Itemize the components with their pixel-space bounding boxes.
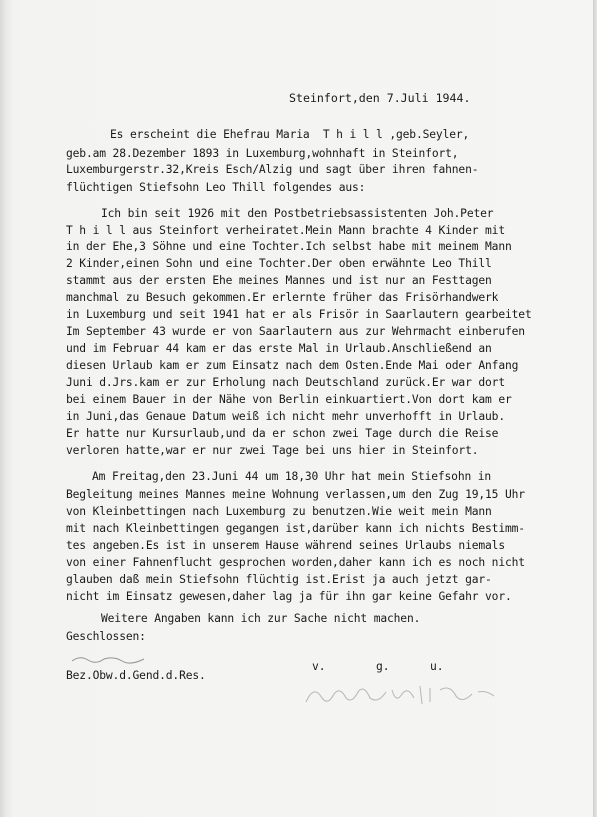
closing-statement: Weitere Angaben kann ich zur Sache nicht machen. — [101, 612, 421, 625]
body-line: von einer Fahnenflucht gesprochen worden,daher kann ich es noch nicht — [66, 556, 525, 569]
body-line: Juni d.Jrs.kam er zur Erholung nach Deutschland zurück.Er war dort — [66, 376, 505, 389]
body-line: in Luxemburg und seit 1941 hat er als Frisör in Saarlautern gearbeitet — [66, 308, 532, 321]
body-line: in Juni,das Genaue Datum weiß ich nicht mehr unverhofft in Urlaub. — [66, 410, 505, 423]
body-line: mit nach Kleinbettingen gegangen ist,darüber kann ich nichts Bestimm- — [66, 522, 525, 535]
official-title: Bez.Obw.d.Gend.d.Res. — [66, 669, 206, 682]
vgu-marks — [312, 660, 472, 674]
body-line: Begleitung meines Mannes meine Wohnung verlassen,um den Zug 19,15 Uhr — [66, 488, 525, 501]
body-line: manchmal zu Besuch gekommen.Er erlernte früher das Frisörhandwerk — [66, 291, 499, 304]
body-line: in der Ehe,3 Söhne und eine Tochter.Ich selbst habe mit meinem Mann — [66, 240, 512, 253]
body-line: Im September 43 wurde er von Saarlautern aus zur Wehrmacht einberufen — [66, 325, 525, 338]
intro-line: flüchtigen Stiefsohn Leo Thill folgendes aus: — [66, 181, 366, 194]
dateline: Steinfort,den 7.Juli 1944. — [289, 91, 471, 105]
body-line: glauben daß mein Stiefsohn flüchtig ist.Erist ja auch jetzt gar- — [66, 573, 492, 586]
body-line: von Kleinbettingen nach Luxemburg zu benutzen.Wie weit mein Mann — [66, 505, 492, 518]
official-signature — [70, 652, 150, 666]
page-edge — [593, 0, 597, 817]
vgu-mark: v. — [312, 660, 326, 673]
intro-line: Luxemburgerstr.32,Kreis Esch/Alzig und sagt über ihren fahnen- — [66, 163, 479, 176]
intro-line: Es erscheint die Ehefrau Maria T h i l l ,geb.Seyler, — [110, 128, 470, 141]
geschlossen-label: Geschlossen: — [66, 630, 146, 643]
body-line: Er hatte nur Kursurlaub,und da er schon zwei Tage durch die Reise — [66, 427, 499, 440]
body-line: und im Februar 44 kam er das erste Mal in Urlaub.Anschließend an — [66, 342, 492, 355]
body-line: stammt aus der ersten Ehe meines Mannes und ist nur an Festtagen — [66, 274, 492, 287]
body-line: diesen Urlaub kam er zum Einsatz nach dem Osten.Ende Mai oder Anfang — [66, 359, 519, 372]
witness-signature — [300, 680, 500, 710]
body-line: verloren hatte,war er nur zwei Tage bei uns hier in Steinfort. — [66, 444, 479, 457]
body-line: nicht im Einsatz gewesen,daher lag ja für ihn gar keine Gefahr vor. — [66, 590, 512, 603]
body-line: tes angeben.Es ist in unserem Hause während seines Urlaubs niemals — [66, 539, 505, 552]
body-line: bei einem Bauer in der Nähe von Berlin einkuartiert.Von dort kam er — [66, 393, 512, 406]
body-line: Am Freitag,den 23.Juni 44 um 18,30 Uhr hat mein Stiefsohn in — [92, 470, 492, 483]
intro-line: geb.am 28.Dezember 1893 in Luxemburg,wohnhaft in Steinfort, — [66, 147, 459, 160]
body-line: T h i l l aus Steinfort verheiratet.Mein Mann brachte 4 Kinder mit — [66, 224, 505, 237]
vgu-mark: u. — [430, 660, 444, 673]
vgu-mark: g. — [376, 660, 390, 673]
body-line: Ich bin seit 1926 mit den Postbetriebsassistenten Joh.Peter — [101, 207, 494, 220]
body-line: 2 Kinder,einen Sohn und eine Tochter.Der oben erwähnte Leo Thill — [66, 257, 492, 270]
